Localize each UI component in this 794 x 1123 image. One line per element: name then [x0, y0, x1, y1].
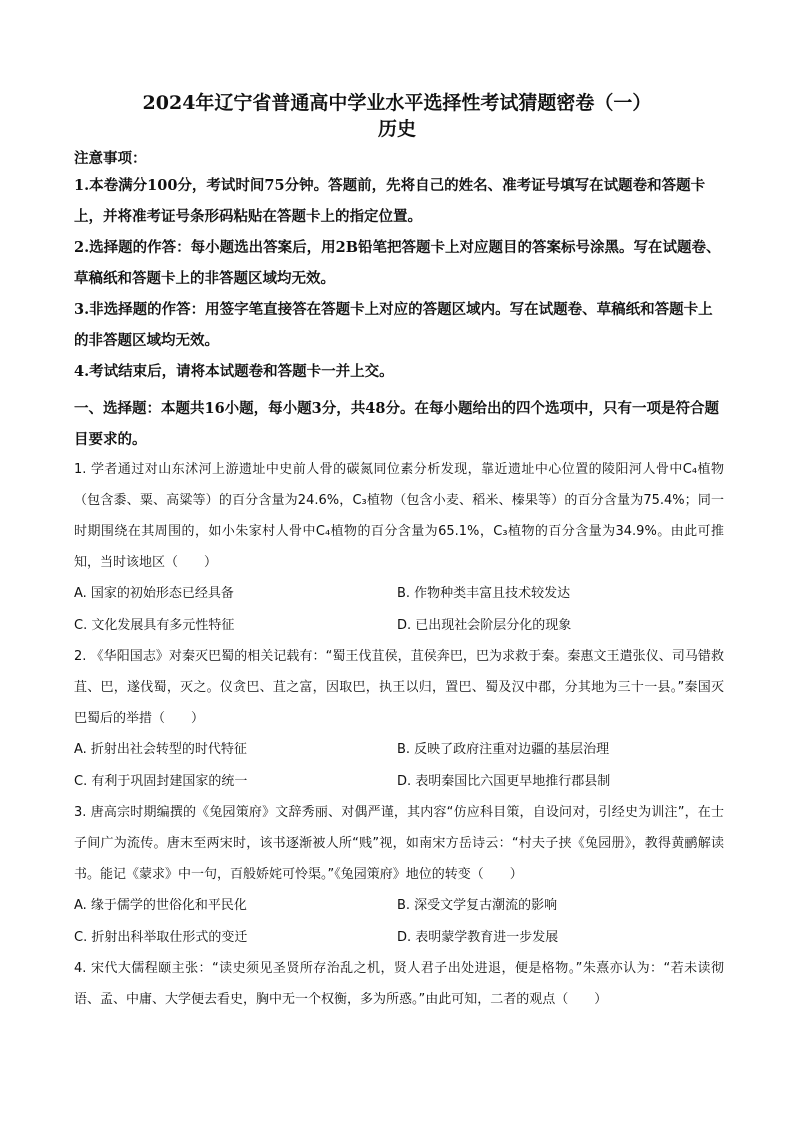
question-stem: 4. 宋代大儒程颐主张：“读史须见圣贤所存治乱之机，贤人君子出处进退，便是格物。”朱熹亦认为：“若未读彻语、孟、中庸、大学便去看史，胸中无一个权衡，多为所惑。”由此可知，二者的观点（ ）	[74, 961, 724, 1007]
exam-title: 2024年辽宁省普通高中学业水平选择性考试猜题密卷（一）	[142, 92, 652, 114]
notes-block	[74, 148, 724, 387]
option-c: C. 有利于巩固封建国家的统一	[74, 773, 248, 789]
question-stem: 3. 唐高宗时期编撰的《兔园策府》文辞秀丽、对偶严谨，其内容“仿应科目策，自设问对，引经史为训注”，在士子间广为流传。唐末至两宋时，该书逐渐被人所“贱”视，如南宋方岳诗云：“村夫子挟《兔园册》，教得黄鹂解读书。能记《蒙求》中一句，百般娇姹可怜渠。”《兔园策府》地位的转变（ ）	[74, 805, 724, 882]
options-grid	[74, 578, 724, 641]
section-heading: 一、选择题：本题共16小题，每小题3分，共48分。在每小题给出的四个选项中，只有一项是符合题目要求的。	[74, 400, 719, 448]
option-d: D. 表明蒙学教育进一步发展	[397, 929, 559, 945]
question-4	[74, 953, 724, 1015]
note-item-4: 4.考试结束后，请将本试题卷和答题卡一并上交。	[74, 363, 394, 380]
question-stem: 2. 《华阳国志》对秦灭巴蜀的相关记载有：“蜀王伐苴侯，苴侯奔巴，巴为求救于秦。秦惠文王遣张仪、司马错救苴、巴，遂伐蜀，灭之。仪贪巴、苴之富，因取巴，执王以归，置巴、蜀及汉中郡，分其地为三十一县。”秦国灭巴蜀后的举措（ ）	[74, 649, 724, 726]
option-b: B. 深受文学复古潮流的影响	[397, 898, 558, 913]
option-a: A. 国家的初始形态已经具备	[74, 586, 234, 601]
question-3	[74, 797, 724, 953]
option-a: A. 折射出社会转型的时代特征	[74, 742, 247, 757]
note-item-1: 1.本卷满分100分，考试时间75分钟。答题前，先将自己的姓名、准考证号填写在试题卷和答题卡上，并将准考证号条形码粘贴在答题卡上的指定位置。	[74, 177, 706, 225]
options-grid	[74, 890, 724, 953]
questions-list	[74, 454, 724, 1015]
options-grid	[74, 734, 724, 797]
option-c: C. 折射出科举取仕形式的变迁	[74, 929, 248, 945]
notes-heading: 注意事项：	[74, 150, 147, 167]
question-stem: 1. 学者通过对山东沭河上游遗址中史前人骨的碳氮同位素分析发现，靠近遗址中心位置的陵阳河人骨中C₄植物（包含黍、粟、高粱等）的百分含量为24.6%，C₃植物（包含小麦、稻米、榛果等）的百分含量为75.4%；同一时期围绕在其周围的，如小朱家村人骨中C₄植物的百分含量为65.1%，C₃植物的百分含量为34.9%。由此可推知，当时该地区（ ）	[74, 462, 724, 570]
option-c: C. 文化发展具有多元性特征	[74, 617, 235, 633]
subject-title: 历史	[377, 118, 416, 140]
note-item-3: 3.非选择题的作答：用签字笔直接答在答题卡上对应的答题区域内。写在试题卷、草稿纸和答题卡上的非答题区域均无效。	[74, 301, 713, 349]
option-b: B. 反映了政府注重对边疆的基层治理	[397, 742, 610, 757]
question-2	[74, 641, 724, 797]
option-d: D. 已出现社会阶层分化的现象	[397, 617, 572, 633]
option-d: D. 表明秦国比六国更早地推行郡县制	[397, 773, 611, 789]
question-1	[74, 454, 724, 641]
option-b: B. 作物种类丰富且技术较发达	[397, 586, 571, 601]
note-item-2: 2.选择题的作答：每小题选出答案后，用2B铅笔把答题卡上对应题目的答案标号涂黑。写在试题卷、草稿纸和答题卡上的非答题区域均无效。	[74, 239, 721, 287]
option-a: A. 缘于儒学的世俗化和平民化	[74, 898, 247, 913]
